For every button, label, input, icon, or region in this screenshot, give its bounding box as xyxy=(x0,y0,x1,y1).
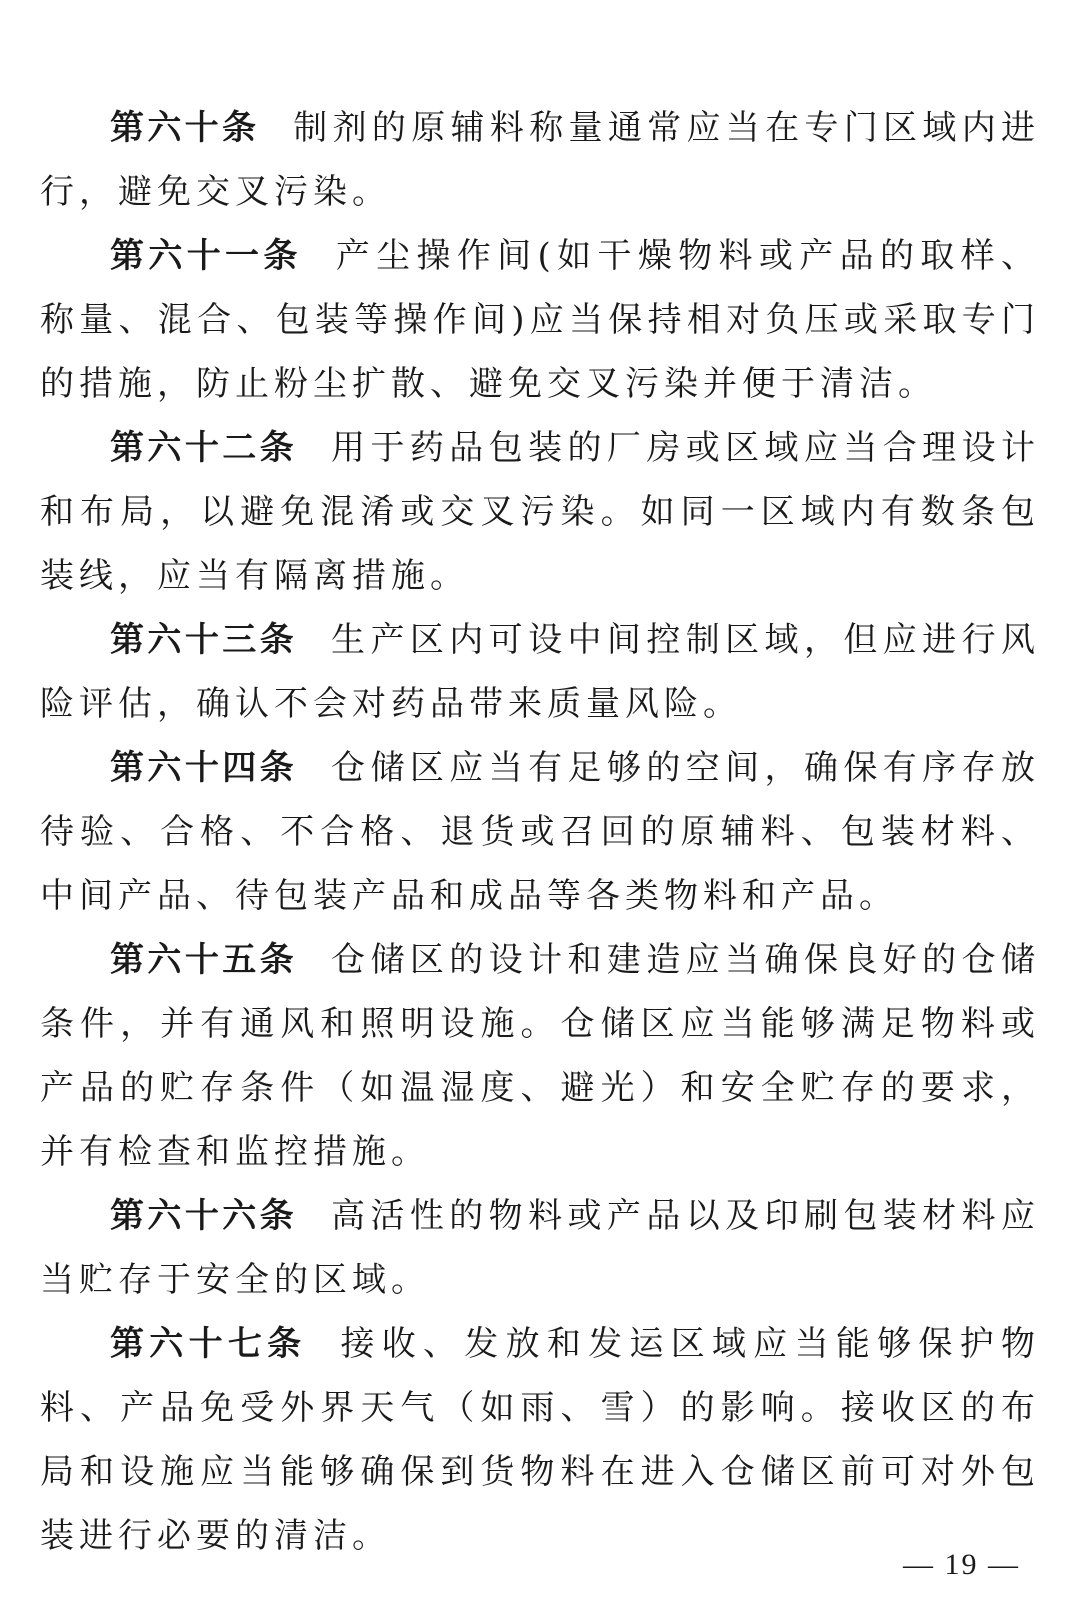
article-60-number: 第六十条 xyxy=(110,108,260,148)
article-62 xyxy=(40,416,1040,608)
article-60 xyxy=(40,96,1040,224)
article-61-number: 第六十一条 xyxy=(110,236,302,276)
article-66-number: 第六十六条 xyxy=(110,1196,298,1236)
article-63-text: 生产区内可设中间控制区域，但应进行风险评估，确认不会对药品带来质量风险。 xyxy=(40,620,1041,724)
article-66 xyxy=(40,1184,1040,1312)
article-64-text: 仓储区应当有足够的空间，确保有序存放待验、合格、不合格、退货或召回的原辅料、包装材料、中间产品、待包装产品和成品等各类物料和产品。 xyxy=(40,748,1041,916)
article-61-text: 产尘操作间(如干燥物料或产品的取样、称量、混合、包装等操作间)应当保持相对负压或采取专门的措施，防止粉尘扩散、避免交叉污染并便于清洁。 xyxy=(40,236,1041,404)
article-67-text: 接收、发放和发运区域应当能够保护物料、产品免受外界天气（如雨、雪）的影响。接收区的布局和设施应当能够确保到货物料在进入仓储区前可对外包装进行必要的清洁。 xyxy=(40,1324,1041,1556)
article-65 xyxy=(40,928,1040,1184)
article-61 xyxy=(40,224,1040,416)
article-67 xyxy=(40,1312,1040,1568)
article-65-number: 第六十五条 xyxy=(110,940,298,980)
article-66-text: 高活性的物料或产品以及印刷包装材料应当贮存于安全的区域。 xyxy=(40,1196,1041,1300)
article-63 xyxy=(40,608,1040,736)
page-number: — 19 — xyxy=(903,1548,1020,1581)
article-65-text: 仓储区的设计和建造应当确保良好的仓储条件，并有通风和照明设施。仓储区应当能够满足物料或产品的贮存条件（如温湿度、避光）和安全贮存的要求，并有检查和监控措施。 xyxy=(40,940,1041,1172)
article-63-number: 第六十三条 xyxy=(110,620,298,660)
article-64-number: 第六十四条 xyxy=(110,748,298,788)
article-62-text: 用于药品包装的厂房或区域应当合理设计和布局，以避免混淆或交叉污染。如同一区域内有数条包装线，应当有隔离措施。 xyxy=(40,428,1041,596)
article-60-text: 制剂的原辅料称量通常应当在专门区域内进行，避免交叉污染。 xyxy=(40,108,1041,212)
article-62-number: 第六十二条 xyxy=(110,428,298,468)
article-67-number: 第六十七条 xyxy=(110,1324,307,1364)
article-64 xyxy=(40,736,1040,928)
